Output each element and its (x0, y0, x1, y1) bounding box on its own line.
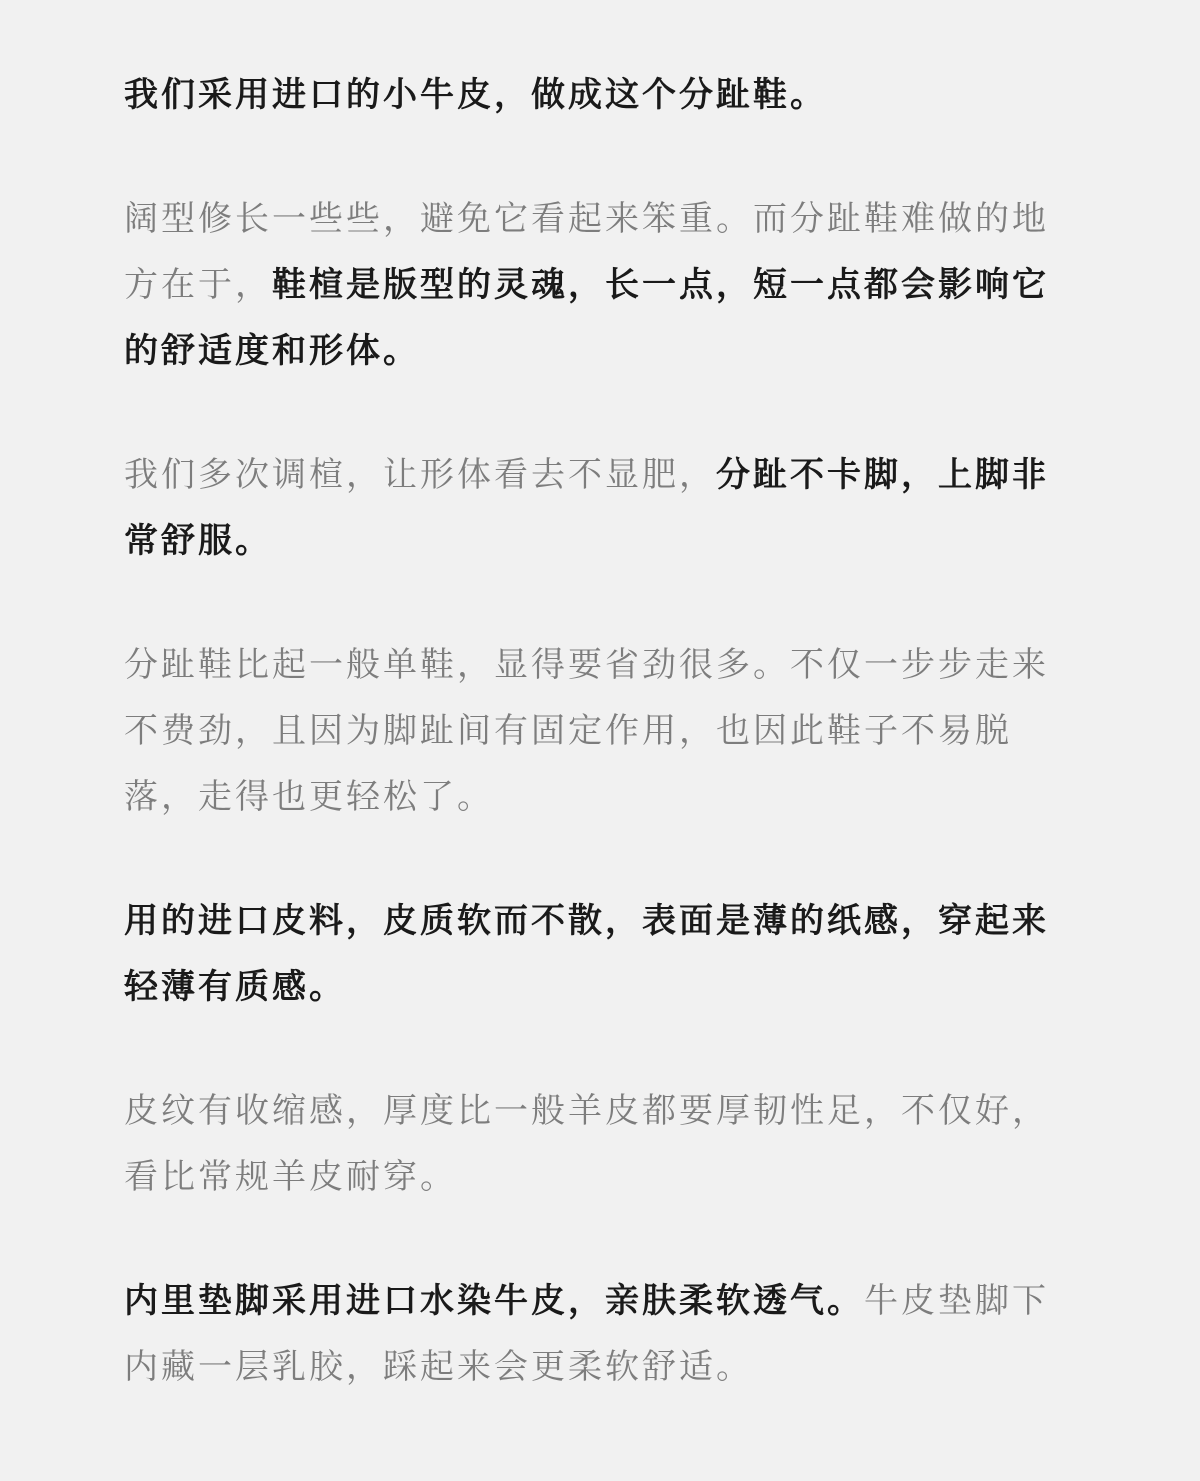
body-text: 我们多次调楦，让形体看去不显肥， (124, 455, 716, 495)
emphasized-text: 用的进口皮料，皮质软而不散，表面是薄的纸感，穿起来轻薄有质感。 (124, 901, 1049, 1007)
paragraph-5 (124, 888, 1084, 1020)
body-text: 牛皮垫脚下内藏一层乳胶，踩起来会更柔软舒适。 (124, 1281, 1049, 1387)
paragraph-1 (124, 62, 1084, 128)
body-text: 皮纹有收缩感，厚度比一般羊皮都要厚韧性足，不仅好，看比常规羊皮耐穿。 (124, 1091, 1049, 1197)
paragraph-4 (124, 632, 1084, 830)
article-body (124, 62, 1084, 1400)
paragraph-3 (124, 442, 1084, 574)
paragraph-6 (124, 1078, 1084, 1210)
emphasized-text: 我们采用进口的小牛皮，做成这个分趾鞋。 (124, 75, 827, 115)
emphasized-text: 鞋楦是版型的灵魂，长一点，短一点都会影响它的舒适度和形体。 (124, 265, 1049, 371)
body-text: 阔型修长一些些，避免它看起来笨重。而分趾鞋难做的地方在于， (124, 199, 1049, 305)
paragraph-7 (124, 1268, 1084, 1400)
emphasized-text: 分趾不卡脚，上脚非常舒服。 (124, 455, 1049, 561)
emphasized-text: 内里垫脚采用进口水染牛皮，亲肤柔软透气。 (124, 1281, 864, 1321)
body-text: 分趾鞋比起一般单鞋，显得要省劲很多。不仅一步步走来不费劲，且因为脚趾间有固定作用，也因此鞋子不易脱落，走得也更轻松了。 (124, 645, 1049, 817)
paragraph-2 (124, 186, 1084, 384)
